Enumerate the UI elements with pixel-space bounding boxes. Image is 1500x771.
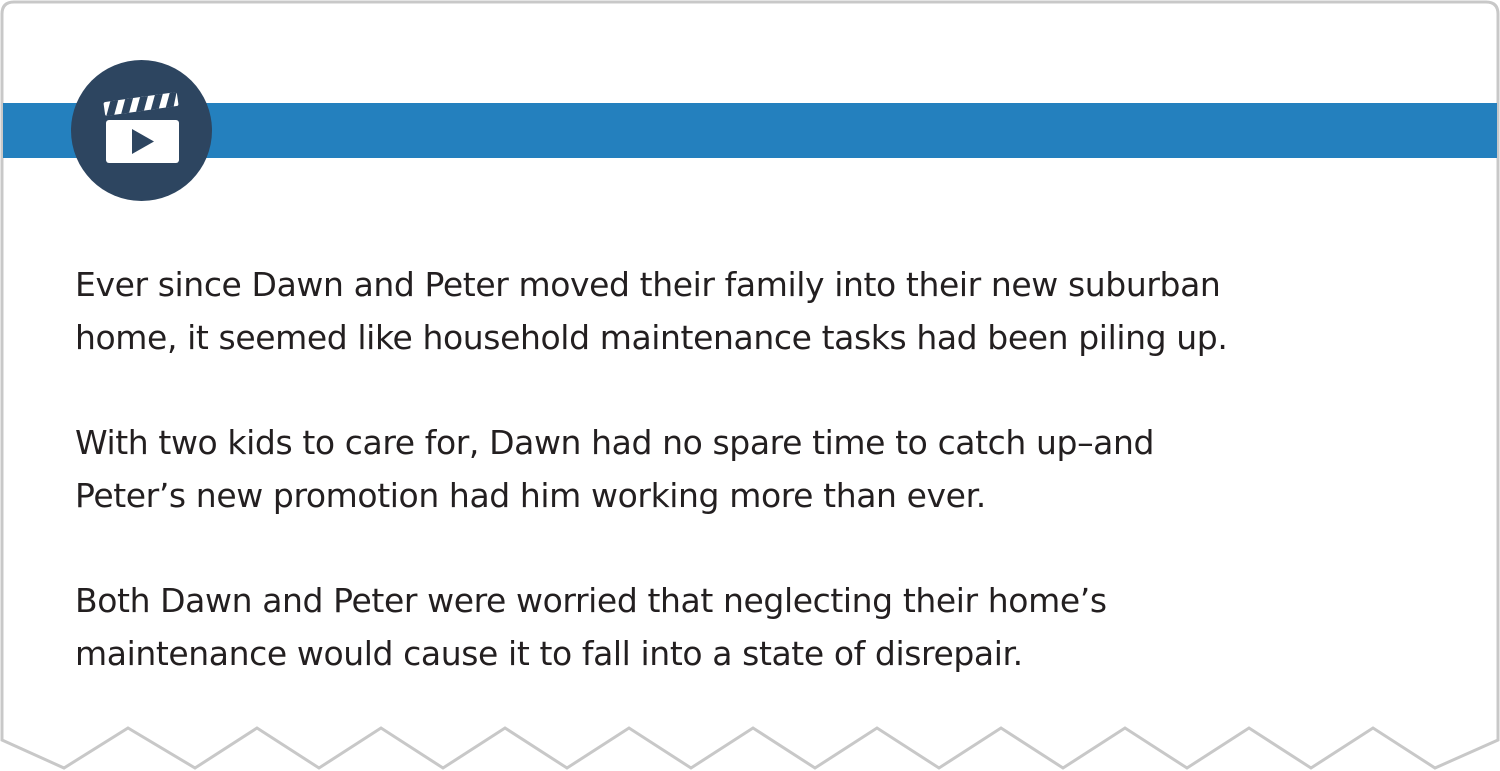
story-line: maintenance would cause it to fall into a state of disrepair. (75, 634, 1023, 673)
story-paragraph-1 (75, 258, 1435, 364)
story-line: Ever since Dawn and Peter moved their family into their new suburban (75, 265, 1221, 304)
story-line: Both Dawn and Peter were worried that neglecting their home’s (75, 581, 1107, 620)
story-text (75, 258, 1435, 732)
story-paragraph-3 (75, 574, 1435, 680)
story-line: Peter’s new promotion had him working more than ever. (75, 476, 986, 515)
story-line: With two kids to care for, Dawn had no spare time to catch up–and (75, 423, 1155, 462)
header-banner (3, 103, 1497, 158)
story-paragraph-2 (75, 416, 1435, 522)
story-line: home, it seemed like household maintenance tasks had been piling up. (75, 318, 1228, 357)
video-clapperboard-icon (71, 60, 212, 201)
video-badge (71, 60, 212, 201)
